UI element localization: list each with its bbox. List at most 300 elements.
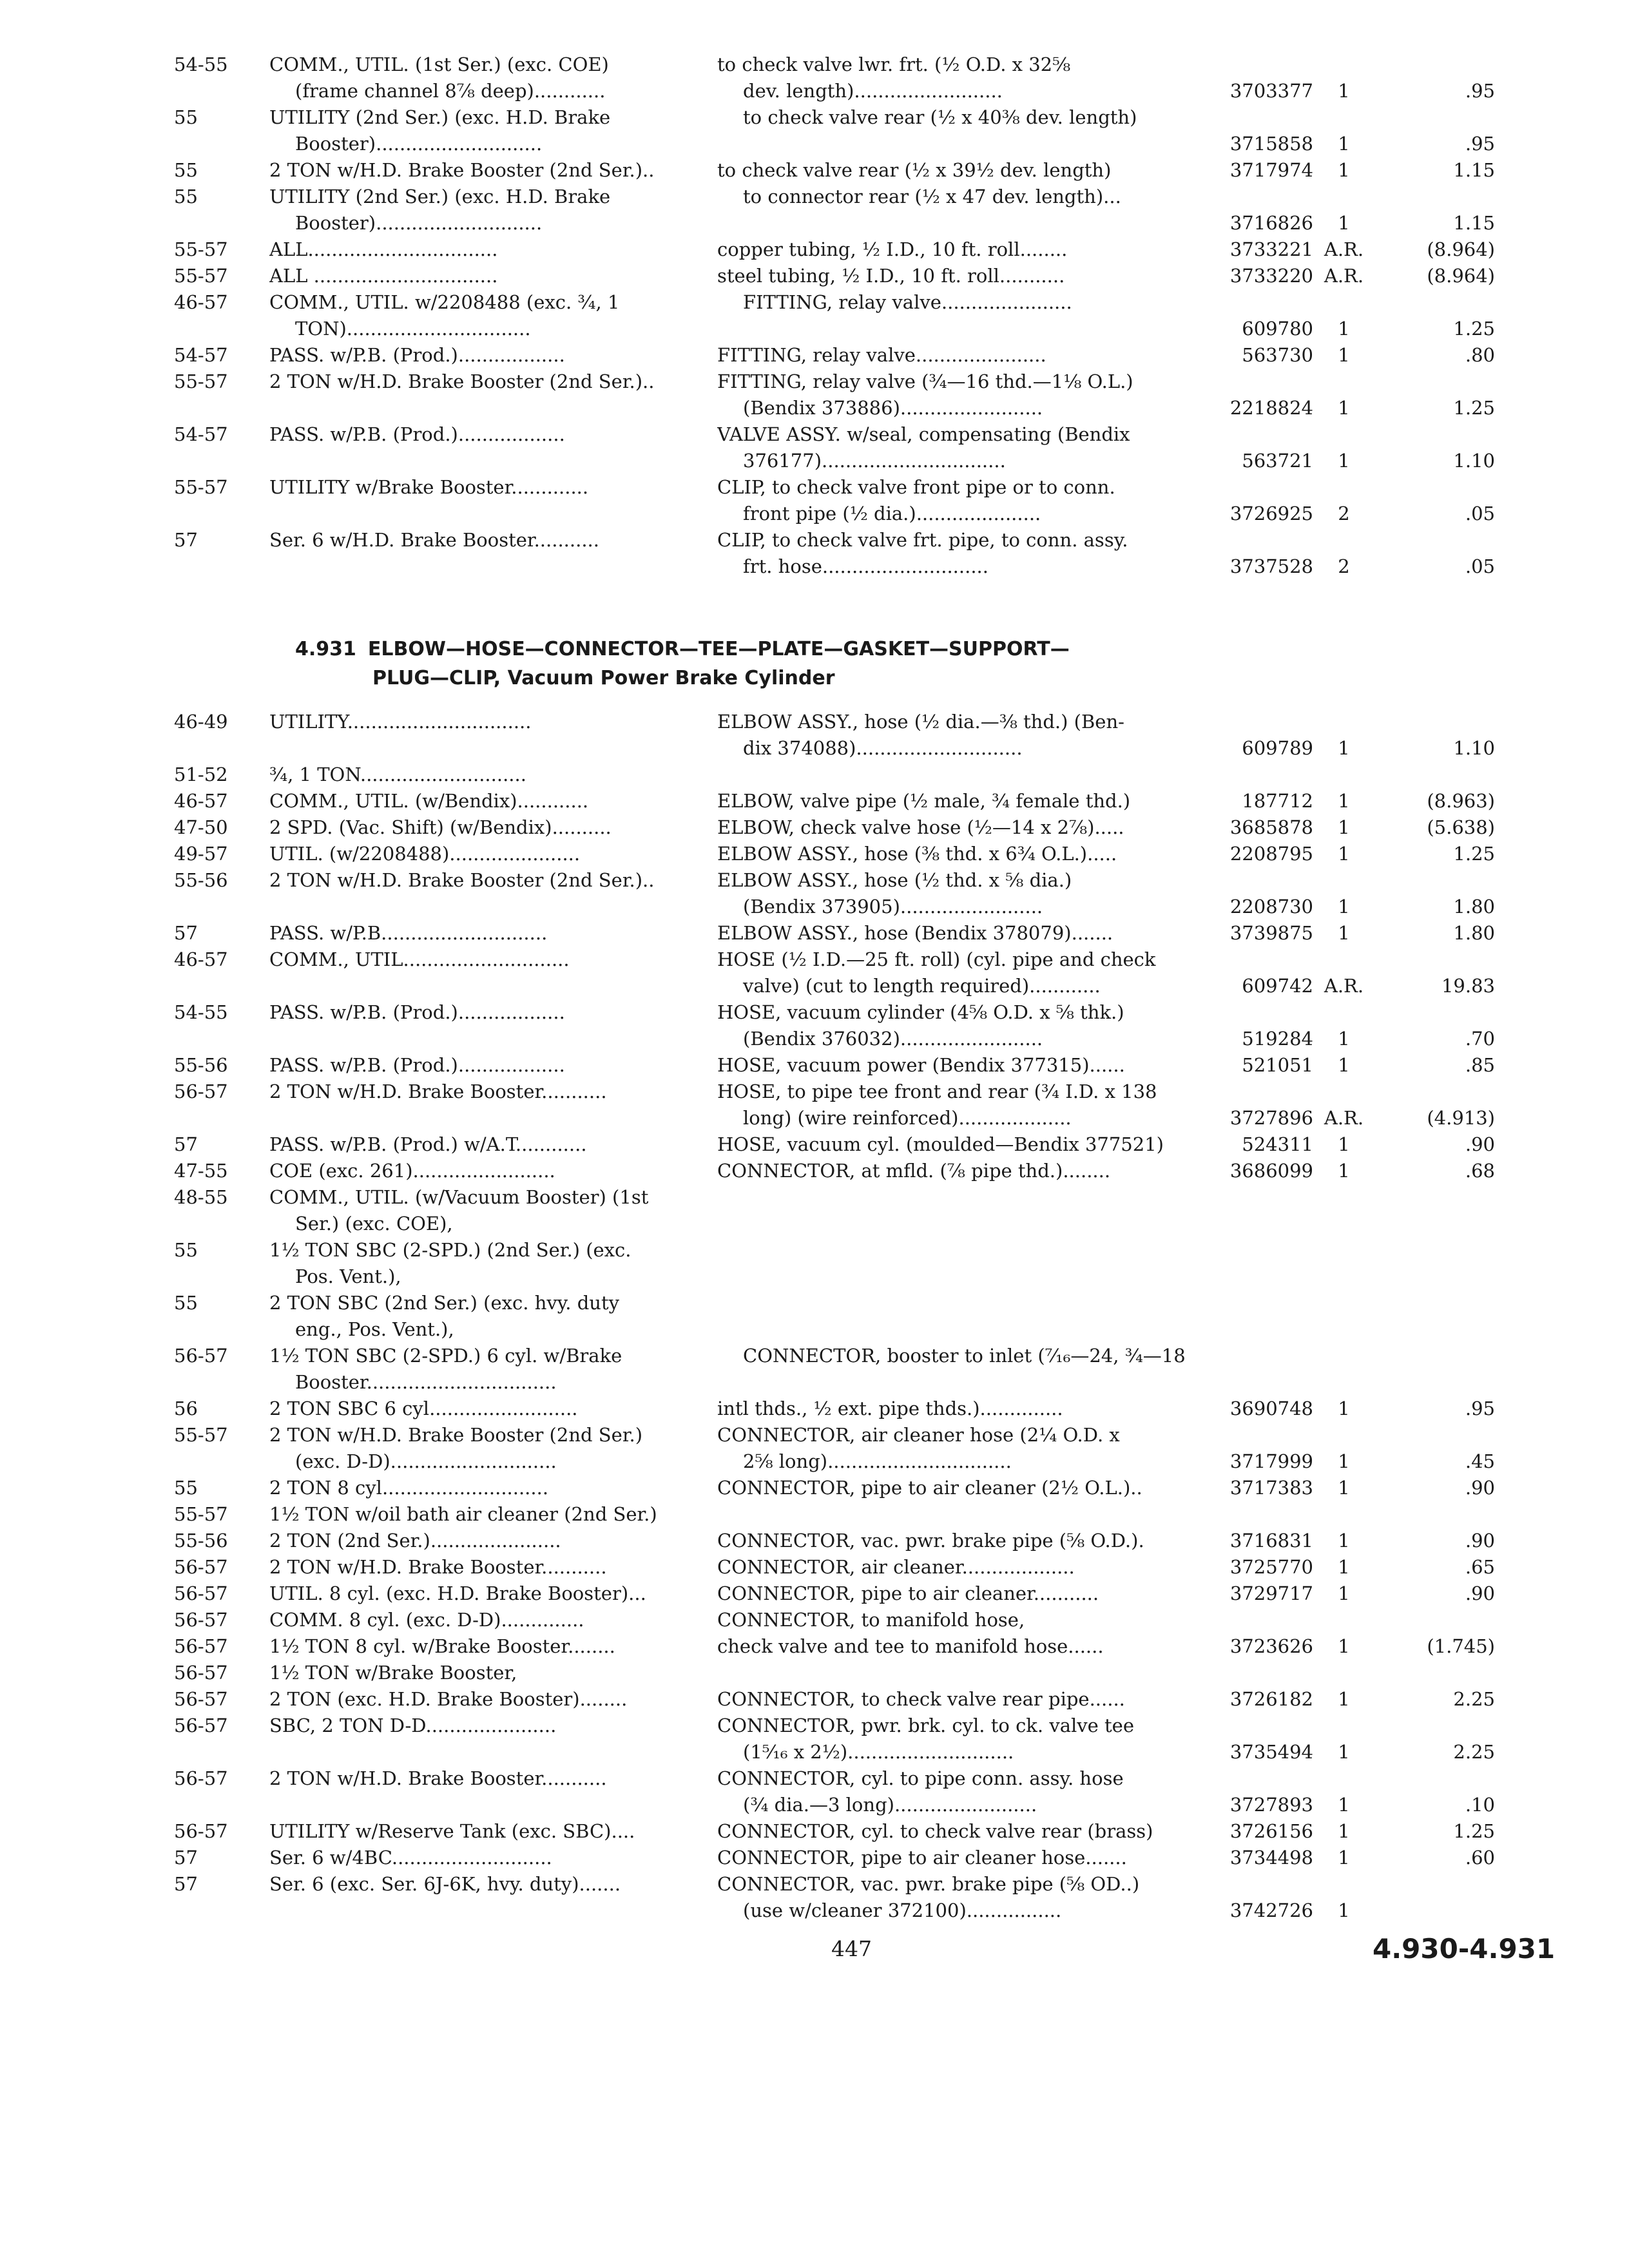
price-cell: 1.10 [1453, 737, 1495, 759]
description-cell: copper tubing, ½ I.D., 10 ft. roll........ [717, 238, 1068, 260]
description-cell: CLIP, to check valve frt. pipe, to conn. assy. frt. hose............................ [717, 529, 1128, 577]
part-number-cell: 3726156 [1229, 1820, 1313, 1842]
part-number-cell [1188, 1184, 1313, 1237]
description-cell: to connector rear (½ x 47 dev. length)... [743, 186, 1121, 207]
price-cell: .65 [1465, 1556, 1495, 1578]
model-cell: 2 TON w/H.D. Brake Booster........... [269, 1767, 607, 1789]
part-number-cell: 563721 [1242, 450, 1313, 472]
part-number-cell: 3717383 [1229, 1477, 1313, 1499]
quantity-cell: A.R. [1324, 1107, 1364, 1129]
quantity-cell [1313, 1343, 1374, 1396]
part-number-cell [1188, 1237, 1313, 1290]
description-cell: HOSE, vacuum cyl. (moulded—Bendix 377521) [717, 1133, 1164, 1155]
year-cell: 57 [174, 922, 198, 944]
model-cell: 2 TON SBC 6 cyl......................... [269, 1398, 578, 1419]
part-number-cell [1188, 1607, 1313, 1633]
price-cell: 1.15 [1453, 159, 1495, 181]
gap-cell [691, 1633, 717, 1660]
gap-cell [691, 1686, 717, 1713]
part-number-cell: 609780 [1242, 318, 1313, 340]
part-number-cell: 3739875 [1229, 922, 1313, 944]
gap-cell [691, 1528, 717, 1554]
price-cell: 1.80 [1453, 896, 1495, 918]
gap-cell [691, 814, 717, 841]
quantity-cell: 1 [1338, 450, 1350, 472]
quantity-cell [1313, 1660, 1374, 1686]
description-cell: CLIP, to check valve front pipe or to conn. front pipe (½ dia.)..................... [717, 476, 1115, 524]
model-cell: COE (exc. 261)........................ [269, 1160, 555, 1182]
model-cell: UTIL. (w/2208488)...................... [269, 843, 581, 865]
model-cell: PASS. w/P.B. (Prod.).................. [269, 344, 565, 366]
table-row [174, 1713, 1495, 1765]
year-cell: 49-57 [174, 843, 228, 865]
year-cell: 57 [174, 1873, 198, 1895]
description-cell: HOSE, to pipe tee front and rear (¾ I.D. x 138 long) (wire reinforced)................... [717, 1081, 1157, 1129]
model-cell: COMM. 8 cyl. (exc. D-D).............. [269, 1609, 584, 1631]
year-cell: 55 [174, 1477, 198, 1499]
year-cell: 51-52 [174, 764, 228, 785]
part-number-cell: 3685878 [1229, 816, 1313, 838]
part-number-cell: 3715858 [1229, 133, 1313, 155]
year-cell: 55-57 [174, 265, 228, 287]
price-cell [1374, 1184, 1495, 1237]
year-cell: 55 [174, 1292, 198, 1314]
year-cell: 56-57 [174, 1662, 228, 1684]
year-cell: 48-55 [174, 1186, 228, 1208]
part-number-cell: 3716831 [1229, 1530, 1313, 1552]
price-cell: .90 [1465, 1133, 1495, 1155]
part-number-cell: 3717974 [1229, 159, 1313, 181]
quantity-cell: 1 [1338, 1820, 1350, 1842]
gap-cell [691, 1237, 717, 1290]
model-cell: 1½ TON w/Brake Booster, [269, 1662, 517, 1684]
gap-cell [691, 1581, 717, 1607]
part-number-cell: 2218824 [1229, 397, 1313, 419]
model-cell: COMM., UTIL. w/2208488 (exc. ¾, 1 TON)............................... [269, 291, 620, 340]
price-cell: 1.25 [1453, 1820, 1495, 1842]
model-cell: 2 TON w/H.D. Brake Booster........... [269, 1081, 607, 1102]
part-number-cell: 187712 [1242, 790, 1313, 812]
quantity-cell: 1 [1338, 318, 1350, 340]
quantity-cell: 1 [1338, 1028, 1350, 1050]
model-cell: 2 TON SBC (2nd Ser.) (exc. hvy. duty eng., Pos. Vent.), [269, 1292, 619, 1340]
gap-cell [691, 947, 717, 999]
quantity-cell: 1 [1338, 80, 1350, 102]
part-number-cell: 3726182 [1229, 1688, 1313, 1710]
model-cell: UTILITY............................... [269, 711, 532, 733]
model-cell: ALL ............................... [269, 265, 498, 287]
gap-cell [691, 421, 717, 474]
description-cell: CONNECTOR, to manifold hose, [717, 1609, 1025, 1631]
model-cell: COMM., UTIL. (w/Bendix)............ [269, 790, 589, 812]
table-row [174, 947, 1495, 999]
table-row [174, 1554, 1495, 1581]
part-number-cell: 3726925 [1229, 503, 1313, 524]
part-number-cell: 3733220 [1229, 265, 1313, 287]
price-cell: .10 [1465, 1794, 1495, 1816]
year-cell: 55-57 [174, 1424, 228, 1446]
table-row [174, 1660, 1495, 1686]
part-number-cell: 3727896 [1229, 1107, 1313, 1129]
table-row [174, 1633, 1495, 1660]
part-number-cell [1188, 1290, 1313, 1343]
year-cell: 55 [174, 106, 198, 128]
year-cell: 56 [174, 1398, 198, 1419]
part-number-cell: 2208795 [1229, 843, 1313, 865]
description-cell: CONNECTOR, to check valve rear pipe...... [717, 1688, 1125, 1710]
model-cell: 2 TON (2nd Ser.)...................... [269, 1530, 561, 1552]
gap-cell [691, 999, 717, 1052]
price-cell: .85 [1465, 1054, 1495, 1076]
price-cell: 2.25 [1453, 1741, 1495, 1763]
description-cell [717, 1501, 1188, 1528]
quantity-cell: A.R. [1324, 238, 1364, 260]
quantity-cell: 1 [1338, 212, 1350, 234]
table-row [174, 1052, 1495, 1079]
price-cell: .05 [1465, 555, 1495, 577]
gap-cell [691, 1290, 717, 1343]
price-cell: (8.963) [1427, 790, 1495, 812]
price-cell [1374, 762, 1495, 788]
year-cell: 55 [174, 159, 198, 181]
model-cell: PASS. w/P.B. (Prod.).................. [269, 1001, 565, 1023]
price-cell: .90 [1465, 1530, 1495, 1552]
part-number-cell: 521051 [1242, 1054, 1313, 1076]
quantity-cell: 1 [1338, 1582, 1350, 1604]
year-cell: 56-57 [174, 1635, 228, 1657]
quantity-cell: 1 [1338, 1688, 1350, 1710]
price-cell: .95 [1465, 80, 1495, 102]
description-cell: CONNECTOR, cyl. to pipe conn. assy. hose (¾ dia.—3 long)........................ [717, 1767, 1124, 1816]
page-number: 447 [831, 1936, 872, 1961]
gap-cell [691, 184, 717, 236]
year-cell: 54-55 [174, 1001, 228, 1023]
quantity-cell: 1 [1338, 133, 1350, 155]
price-cell: (8.964) [1427, 265, 1495, 287]
year-cell: 54-55 [174, 53, 228, 75]
gap-cell [691, 1871, 717, 1924]
gap-cell [691, 1396, 717, 1422]
section-range: 4.930-4.931 [1373, 1933, 1556, 1965]
model-cell: PASS. w/P.B. (Prod.) w/A.T............ [269, 1133, 587, 1155]
table-row [174, 104, 1495, 157]
gap-cell [691, 236, 717, 263]
year-cell: 55-56 [174, 1530, 228, 1552]
part-number-cell [1188, 1660, 1313, 1686]
quantity-cell: 1 [1338, 896, 1350, 918]
quantity-cell: 2 [1338, 555, 1350, 577]
price-cell [1374, 1290, 1495, 1343]
quantity-cell: A.R. [1324, 975, 1364, 997]
table-row [174, 342, 1495, 369]
table-row [174, 474, 1495, 527]
description-cell: ELBOW ASSY., hose (⅜ thd. x 6¾ O.L.)..... [717, 843, 1117, 865]
table-row [174, 263, 1495, 289]
gap-cell [691, 1845, 717, 1871]
description-cell: CONNECTOR, booster to inlet (⁷⁄₁₆—24, ¾—18 [743, 1345, 1186, 1367]
year-cell: 56-57 [174, 1582, 228, 1604]
gap-cell [691, 342, 717, 369]
year-cell: 56-57 [174, 1715, 228, 1736]
part-number-cell: 3725770 [1229, 1556, 1313, 1578]
price-cell: .95 [1465, 1398, 1495, 1419]
table-row [174, 289, 1495, 342]
year-cell: 56-57 [174, 1688, 228, 1710]
description-cell: FITTING, relay valve (¾—16 thd.—1⅛ O.L.) (Bendix 373886)........................ [717, 370, 1133, 419]
gap-cell [691, 157, 717, 184]
table-row [174, 236, 1495, 263]
price-cell: 1.25 [1453, 843, 1495, 865]
table-row [174, 920, 1495, 947]
model-cell: UTILITY (2nd Ser.) (exc. H.D. Brake Booster)............................ [269, 106, 611, 155]
quantity-cell: 1 [1338, 344, 1350, 366]
year-cell: 46-57 [174, 790, 228, 812]
quantity-cell: 1 [1338, 922, 1350, 944]
section-number: 4.931 [295, 638, 356, 660]
price-cell: .68 [1465, 1160, 1495, 1182]
description-cell: check valve and tee to manifold hose...... [717, 1635, 1104, 1657]
year-cell: 46-49 [174, 711, 228, 733]
model-cell: ¾, 1 TON............................ [269, 764, 526, 785]
price-cell [1374, 1660, 1495, 1686]
quantity-cell: 1 [1338, 1450, 1350, 1472]
description-cell: ELBOW ASSY., hose (½ dia.—⅜ thd.) (Ben- dix 374088)............................ [717, 711, 1124, 759]
part-number-cell: 519284 [1242, 1028, 1313, 1050]
quantity-cell: 1 [1338, 1398, 1350, 1419]
year-cell: 57 [174, 1847, 198, 1869]
quantity-cell: 1 [1338, 1054, 1350, 1076]
part-number-cell: 3717999 [1229, 1450, 1313, 1472]
model-cell: COMM., UTIL. (w/Vacuum Booster) (1st Ser.) (exc. COE), [269, 1186, 649, 1235]
quantity-cell: A.R. [1324, 265, 1364, 287]
part-number-cell: 2208730 [1229, 896, 1313, 918]
year-cell: 57 [174, 529, 198, 551]
table-row [174, 1528, 1495, 1554]
year-cell: 56-57 [174, 1556, 228, 1578]
price-cell: (1.745) [1427, 1635, 1495, 1657]
year-cell: 56-57 [174, 1767, 228, 1789]
quantity-cell: 1 [1338, 1477, 1350, 1499]
part-number-cell: 3737528 [1229, 555, 1313, 577]
part-number-cell [1188, 1343, 1313, 1396]
parts-table-top [174, 52, 1495, 580]
gap-cell [691, 1475, 717, 1501]
quantity-cell [1313, 1237, 1374, 1290]
model-cell: Ser. 6 w/H.D. Brake Booster........... [269, 529, 599, 551]
table-row [174, 1607, 1495, 1633]
part-number-cell: 3716826 [1229, 212, 1313, 234]
year-cell: 55 [174, 1239, 198, 1261]
price-cell: 2.25 [1453, 1688, 1495, 1710]
quantity-cell: 1 [1338, 1556, 1350, 1578]
model-cell: 2 TON 8 cyl............................ [269, 1477, 549, 1499]
model-cell: Ser. 6 w/4BC........................... [269, 1847, 552, 1869]
description-cell [717, 1184, 1188, 1237]
quantity-cell: 1 [1338, 1133, 1350, 1155]
year-cell: 47-55 [174, 1160, 228, 1182]
gap-cell [691, 1713, 717, 1765]
part-number-cell: 3729717 [1229, 1582, 1313, 1604]
description-cell: ELBOW, check valve hose (½—14 x 2⅞)..... [717, 816, 1124, 838]
description-cell: HOSE (½ I.D.—25 ft. roll) (cyl. pipe and check valve) (cut to length required)............ [717, 948, 1156, 997]
table-row [174, 421, 1495, 474]
table-row [174, 788, 1495, 814]
gap-cell [691, 369, 717, 421]
section-title-line1: ELBOW—HOSE—CONNECTOR—TEE—PLATE—GASKET—SUPPORT— [367, 638, 1070, 660]
model-cell: SBC, 2 TON D-D...................... [269, 1715, 557, 1736]
gap-cell [691, 1660, 717, 1686]
description-cell [717, 1237, 1188, 1290]
description-cell: ELBOW ASSY., hose (½ thd. x ⅝ dia.) (Bendix 373905)........................ [717, 869, 1072, 918]
price-cell: (5.638) [1427, 816, 1495, 838]
part-number-cell: 3703377 [1229, 80, 1313, 102]
gap-cell [691, 527, 717, 580]
price-cell: 1.10 [1453, 450, 1495, 472]
section-title-line2: PLUG—CLIP, Vacuum Power Brake Cylinder [372, 667, 835, 689]
model-cell: 2 SPD. (Vac. Shift) (w/Bendix).......... [269, 816, 612, 838]
model-cell: PASS. w/P.B. (Prod.).................. [269, 1054, 565, 1076]
price-cell: .95 [1465, 133, 1495, 155]
gap-cell [691, 1343, 717, 1396]
description-cell: CONNECTOR, air cleaner................... [717, 1556, 1075, 1578]
year-cell: 55 [174, 186, 198, 207]
gap-cell [691, 1131, 717, 1158]
quantity-cell: 1 [1338, 1847, 1350, 1869]
part-number-cell [1188, 762, 1313, 788]
quantity-cell: 1 [1338, 397, 1350, 419]
price-cell [1374, 1607, 1495, 1633]
table-row [174, 1079, 1495, 1131]
quantity-cell: 1 [1338, 790, 1350, 812]
year-cell: 55-57 [174, 1503, 228, 1525]
gap-cell [691, 1765, 717, 1818]
table-row [174, 1818, 1495, 1845]
table-row [174, 1237, 1495, 1290]
description-cell: CONNECTOR, pwr. brk. cyl. to ck. valve tee (1⁵⁄₁₆ x 2½)............................ [717, 1715, 1135, 1763]
quantity-cell: 1 [1338, 1794, 1350, 1816]
part-number-cell: 3734498 [1229, 1847, 1313, 1869]
part-number-cell: 3735494 [1229, 1741, 1313, 1763]
model-cell: UTILITY (2nd Ser.) (exc. H.D. Brake Booster)............................ [269, 186, 611, 234]
table-row [174, 1396, 1495, 1422]
price-cell: 19.83 [1441, 975, 1495, 997]
quantity-cell: 1 [1338, 1530, 1350, 1552]
year-cell: 56-57 [174, 1345, 228, 1367]
table-row [174, 52, 1495, 104]
model-cell: 1½ TON 8 cyl. w/Brake Booster........ [269, 1635, 615, 1657]
year-cell: 46-57 [174, 948, 228, 970]
gap-cell [691, 1818, 717, 1845]
gap-cell [691, 1607, 717, 1633]
part-number-cell [1188, 1501, 1313, 1528]
table-row [174, 841, 1495, 867]
table-row [174, 1343, 1495, 1396]
year-cell: 54-57 [174, 423, 228, 445]
price-cell [1374, 1237, 1495, 1290]
price-cell: 1.25 [1453, 397, 1495, 419]
price-cell: .60 [1465, 1847, 1495, 1869]
description-cell [717, 762, 1188, 788]
year-cell: 54-57 [174, 344, 228, 366]
price-cell [1374, 1871, 1495, 1924]
description-cell: CONNECTOR, pipe to air cleaner........... [717, 1582, 1099, 1604]
table-row [174, 1422, 1495, 1475]
price-cell: .90 [1465, 1477, 1495, 1499]
model-cell: 2 TON w/H.D. Brake Booster (2nd Ser.).. [269, 159, 655, 181]
description-cell: to check valve lwr. frt. (½ O.D. x 32⅝ dev. length)......................... [717, 53, 1071, 102]
table-row [174, 157, 1495, 184]
quantity-cell: 1 [1338, 816, 1350, 838]
part-number-cell: 3690748 [1229, 1398, 1313, 1419]
description-cell: to check valve rear (½ x 39½ dev. length) [717, 159, 1112, 181]
quantity-cell [1313, 1501, 1374, 1528]
price-cell: 1.15 [1453, 212, 1495, 234]
model-cell: 2 TON w/H.D. Brake Booster (2nd Ser.).. [269, 370, 655, 392]
description-cell: FITTING, relay valve...................... [743, 291, 1072, 313]
quantity-cell: 1 [1338, 1635, 1350, 1657]
model-cell: 1½ TON w/oil bath air cleaner (2nd Ser.) [269, 1503, 657, 1525]
gap-cell [691, 788, 717, 814]
table-row [174, 1871, 1495, 1924]
price-cell: .05 [1465, 503, 1495, 524]
part-number-cell: 3686099 [1229, 1160, 1313, 1182]
description-cell [717, 1290, 1188, 1343]
year-cell: 55-56 [174, 869, 228, 891]
description-cell: CONNECTOR, pipe to air cleaner (2½ O.L.).. [717, 1477, 1142, 1499]
price-cell: .90 [1465, 1582, 1495, 1604]
part-number-cell: 563730 [1242, 344, 1313, 366]
gap-cell [691, 762, 717, 788]
table-row [174, 1765, 1495, 1818]
year-cell: 55-57 [174, 370, 228, 392]
model-cell: 1½ TON SBC (2-SPD.) (2nd Ser.) (exc. Pos. Vent.), [269, 1239, 631, 1287]
gap-cell [691, 104, 717, 157]
year-cell: 55-57 [174, 476, 228, 498]
table-row [174, 184, 1495, 236]
price-cell: 1.80 [1453, 922, 1495, 944]
model-cell: 2 TON w/H.D. Brake Booster (2nd Ser.) (exc. D-D)............................ [269, 1424, 643, 1472]
parts-table-main [174, 709, 1495, 1924]
part-number-cell: 524311 [1242, 1133, 1313, 1155]
description-cell: intl thds., ½ ext. pipe thds.).............. [717, 1398, 1063, 1419]
model-cell: 2 TON (exc. H.D. Brake Booster)........ [269, 1688, 628, 1710]
price-cell: .80 [1465, 344, 1495, 366]
gap-cell [691, 1052, 717, 1079]
table-row [174, 814, 1495, 841]
table-row [174, 1581, 1495, 1607]
quantity-cell [1313, 762, 1374, 788]
description-cell: steel tubing, ½ I.D., 10 ft. roll........... [717, 265, 1065, 287]
description-cell: CONNECTOR, vac. pwr. brake pipe (⅝ O.D.). [717, 1530, 1144, 1552]
description-cell: CONNECTOR, vac. pwr. brake pipe (⅝ OD..) (use w/cleaner 372100)................ [717, 1873, 1140, 1921]
table-row [174, 369, 1495, 421]
description-cell: CONNECTOR, at mfld. (⅞ pipe thd.)........ [717, 1160, 1111, 1182]
description-cell: VALVE ASSY. w/seal, compensating (Bendix 376177)............................... [717, 423, 1130, 472]
gap-cell [691, 1184, 717, 1237]
description-cell: to check valve rear (½ x 40⅜ dev. length) [743, 106, 1137, 128]
price-cell: .45 [1465, 1450, 1495, 1472]
model-cell: COMM., UTIL............................ [269, 948, 570, 970]
part-number-cell: 3742726 [1229, 1899, 1313, 1921]
quantity-cell [1313, 1184, 1374, 1237]
gap-cell [691, 1501, 717, 1528]
table-row [174, 527, 1495, 580]
gap-cell [691, 289, 717, 342]
model-cell: UTILITY w/Brake Booster............. [269, 476, 589, 498]
gap-cell [691, 474, 717, 527]
table-row [174, 1158, 1495, 1184]
quantity-cell: 1 [1338, 1160, 1350, 1182]
